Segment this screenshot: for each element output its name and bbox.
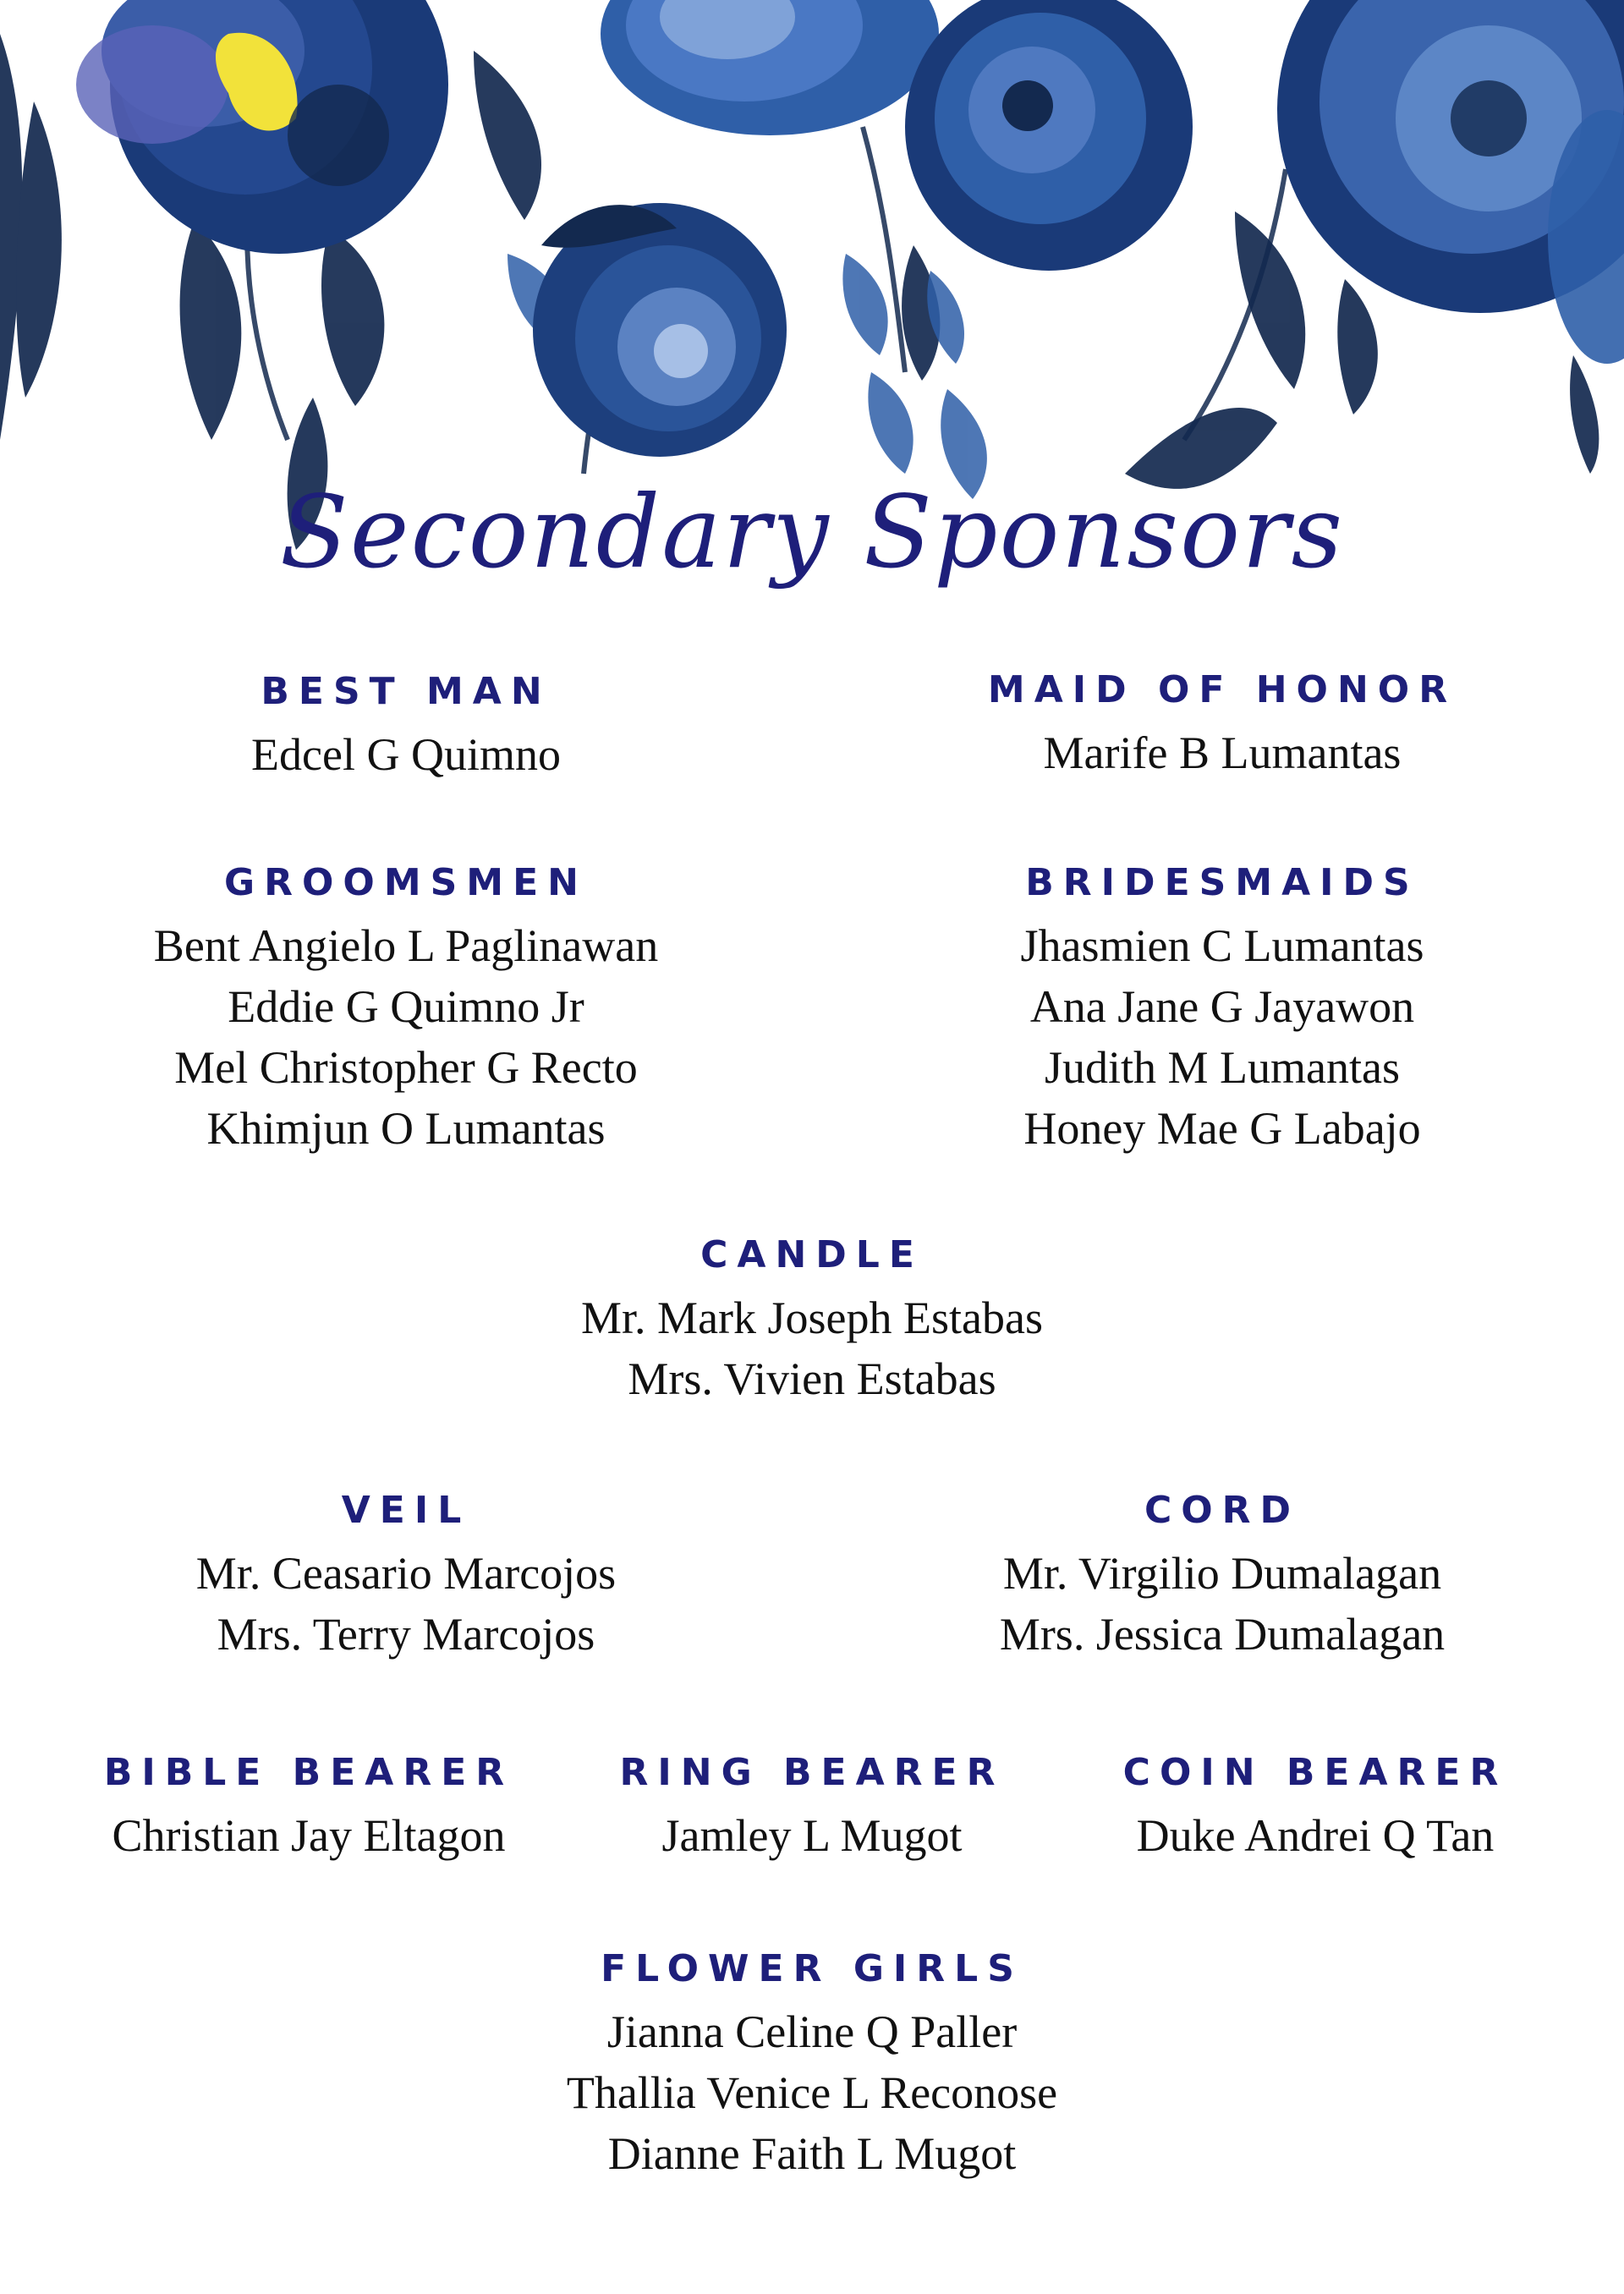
maid-of-honor-section [939,665,1506,783]
bible-bearer-section [68,1748,550,1866]
flower-girls-section [474,1944,1150,2184]
ring-bearer-heading: RING BEARER [619,1751,1005,1794]
list-item: Mel Christopher G Recto [174,1042,638,1093]
list-item: Dianne Faith L Mugot [607,2128,1017,2179]
maid-of-honor-heading: MAID OF HONOR [987,668,1457,711]
best-man-section [152,667,660,785]
maid-of-honor-name: Marife B Lumantas [1043,727,1402,778]
candle-heading: CANDLE [700,1233,924,1276]
veil-section [110,1485,702,1665]
list-item: Mr. Mark Joseph Estabas [581,1292,1043,1343]
coin-bearer-heading: COIN BEARER [1122,1751,1508,1794]
list-item: Khimjun O Lumantas [206,1103,606,1154]
ring-bearer-name: Jamley L Mugot [661,1810,963,1861]
bridesmaids-heading: BRIDESMAIDS [1025,861,1419,904]
list-item: Mr. Ceasario Marcojos [195,1548,617,1599]
list-item: Jianna Celine Q Paller [606,2006,1018,2057]
list-item: Judith M Lumantas [1045,1042,1400,1093]
list-item: Jhasmien C Lumantas [1020,920,1424,971]
bridesmaids-section [939,858,1506,1159]
coin-bearer-section [1083,1748,1548,1866]
best-man-heading: BEST MAN [261,670,551,713]
cord-heading: CORD [1144,1489,1301,1532]
coin-bearer-name: Duke Andrei Q Tan [1136,1810,1495,1861]
flower-girls-heading: FLOWER GIRLS [601,1947,1023,1990]
list-item: Mrs. Vivien Estabas [628,1353,996,1404]
list-item: Mrs. Terry Marcojos [217,1609,595,1660]
bible-bearer-name: Christian Jay Eltagon [112,1810,506,1861]
candle-section [474,1230,1150,1409]
groomsmen-heading: GROOMSMEN [224,861,588,904]
list-item: Bent Angielo L Paglinawan [153,920,659,971]
list-item: Mr. Virgilio Dumalagan [1002,1548,1442,1599]
veil-heading: VEIL [341,1489,471,1532]
list-item: Eddie G Quimno Jr [228,981,584,1032]
page-title: Secondary Sponsors [279,474,1345,590]
list-item: Ana Jane G Jayawon [1029,981,1415,1032]
list-item: Mrs. Jessica Dumalagan [999,1609,1446,1660]
best-man-name: Edcel G Quimno [251,729,561,780]
bible-bearer-heading: BIBLE BEARER [103,1751,514,1794]
groomsmen-section [110,858,702,1159]
list-item: Thallia Venice L Reconose [566,2067,1058,2118]
list-item: Honey Mae G Labajo [1023,1103,1421,1154]
cord-section [939,1485,1506,1665]
ring-bearer-section [575,1748,1049,1866]
